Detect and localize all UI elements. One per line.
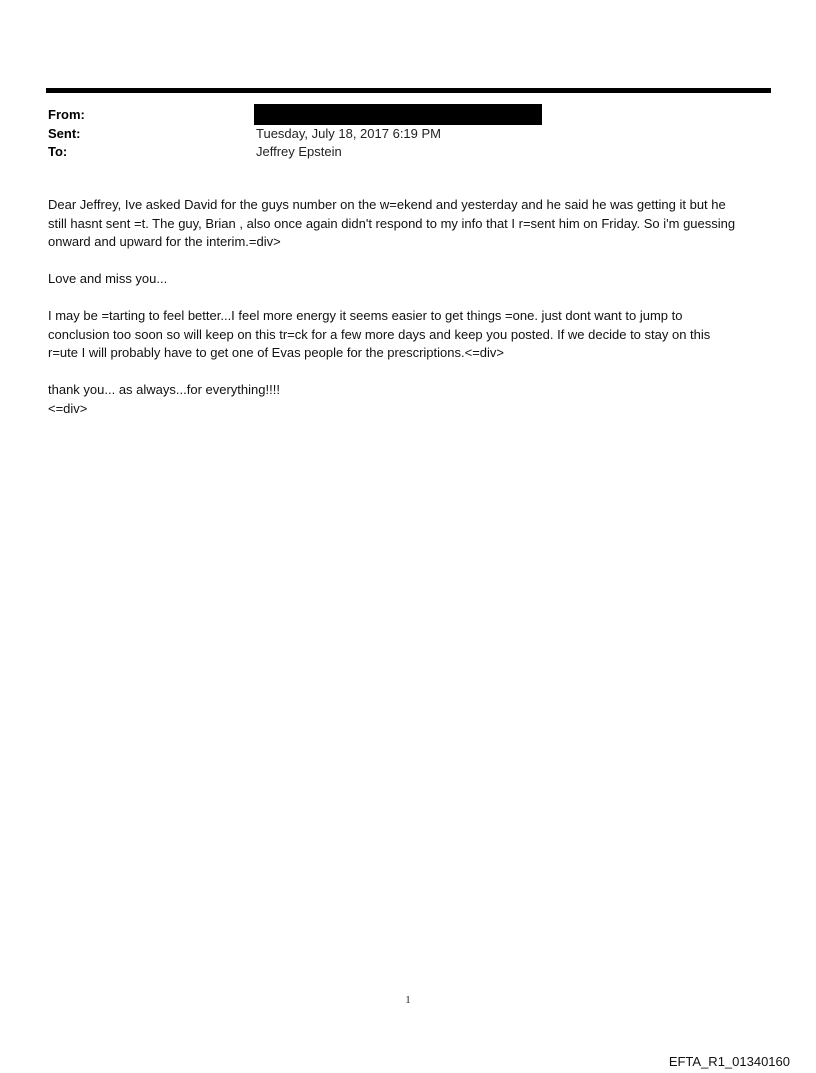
page-number: 1 bbox=[405, 994, 411, 1006]
body-line: <=div> bbox=[48, 400, 88, 416]
paragraph-3 bbox=[48, 307, 768, 363]
paragraph-4 bbox=[48, 381, 768, 418]
email-body bbox=[48, 196, 768, 437]
body-line: I may be =tarting to feel better...I feel more energy it seems easier to get things =one. just dont want to jump to bbox=[48, 308, 683, 323]
body-line: r=ute I will probably have to get one of Evas people for the prescriptions.<=div> bbox=[48, 345, 504, 360]
paragraph-1 bbox=[48, 196, 768, 252]
to-label: To: bbox=[48, 144, 68, 159]
document-id: EFTA_R1_01340160 bbox=[668, 1054, 790, 1069]
paragraph-2 bbox=[48, 270, 768, 289]
from-row bbox=[48, 106, 768, 125]
redaction-block bbox=[254, 104, 542, 125]
body-line: still hasnt sent =t. The guy, Brian , also once again didn't respond to my info that I r=sent him on Friday. So i'm guessing bbox=[48, 215, 736, 231]
body-line: onward and upward for the interim.=div> bbox=[48, 234, 281, 249]
sent-label: Sent: bbox=[48, 125, 81, 141]
body-line: Love and miss you... bbox=[48, 271, 168, 286]
email-header bbox=[48, 106, 768, 162]
sent-value: Tuesday, July 18, 2017 6:19 PM bbox=[256, 125, 441, 141]
body-line: conclusion too soon so will keep on this tr=ck for a few more days and keep you posted. If we decide to stay on this bbox=[48, 326, 711, 342]
sent-row bbox=[48, 125, 768, 144]
body-line: Dear Jeffrey, Ive asked David for the guys number on the w=ekend and yesterday and he said he was getting it but he bbox=[48, 197, 726, 212]
body-line: thank you... as always...for everything!!!! bbox=[48, 382, 280, 397]
from-label: From: bbox=[48, 107, 85, 122]
to-value: Jeffrey Epstein bbox=[256, 144, 342, 159]
header-divider bbox=[46, 88, 771, 93]
to-row bbox=[48, 143, 768, 162]
